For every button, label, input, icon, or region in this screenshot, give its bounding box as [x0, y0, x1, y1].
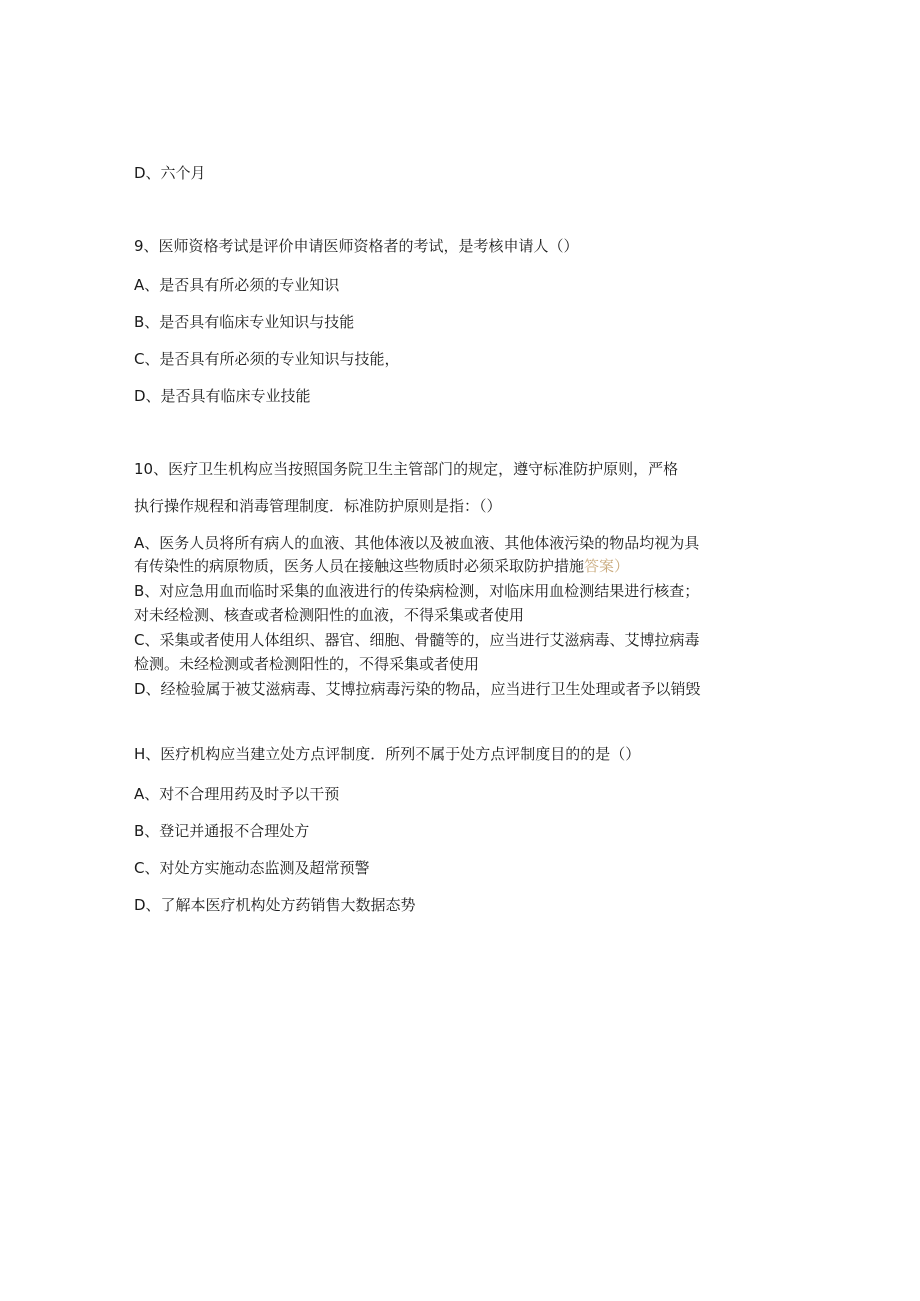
- q10-option-c-line2: 检测。未经检测或者检测阳性的，不得采集或者使用: [134, 655, 480, 673]
- q9-option-a: A、是否具有所必须的专业知识: [134, 276, 340, 294]
- q10-option-b-line2: 对未经检测、核查或者检测阳性的血液，不得采集或者使用: [134, 606, 525, 624]
- q11-option-c: C、对处方实施动态监测及超常预警: [134, 859, 370, 877]
- q9-option-b: B、是否具有临床专业知识与技能: [134, 313, 355, 331]
- q10-question-line2: 执行操作规程和消毒管理制度．标准防护原则是指：（）: [134, 497, 502, 515]
- q10-option-b-line1: B、对应急用血而临时采集的血液进行的传染病检测，对临床用血检测结果进行核查；: [134, 582, 700, 600]
- q10-option-d: D、经检验属于被艾滋病毒、艾博拉病毒污染的物品，应当进行卫生处理或者予以销毁: [134, 680, 701, 698]
- q10-option-a-line1: A、医务人员将所有病人的血液、其他体液以及被血液、其他体液污染的物品均视为具: [134, 534, 700, 552]
- q10-question-line1: 10、医疗卫生机构应当按照国务院卫生主管部门的规定，遵守标准防护原则，严格: [134, 460, 679, 478]
- q11-option-a: A、对不合理用药及时予以干预: [134, 785, 340, 803]
- answer-hint: 答案）: [584, 557, 630, 575]
- q9-option-c: C、是否具有所必须的专业知识与技能，: [134, 350, 400, 368]
- q10-option-a-line2: [134, 556, 629, 576]
- q9-option-d: D、是否具有临床专业技能: [134, 387, 311, 405]
- q8-option-d: D、六个月: [134, 164, 206, 182]
- q11-option-d: D、了解本医疗机构处方药销售大数据态势: [134, 896, 416, 914]
- q11-option-b: B、登记并通报不合理处方: [134, 822, 310, 840]
- q9-question: 9、医师资格考试是评价申请医师资格者的考试，是考核申请人（）: [134, 237, 579, 255]
- q10-option-c-line1: C、采集或者使用人体组织、器官、细胞、骨髓等的，应当进行艾滋病毒、艾博拉病毒: [134, 631, 700, 649]
- q10-option-a-text: 有传染性的病原物质，医务人员在接触这些物质时必须采取防护措施: [134, 557, 585, 575]
- q11-question: H、医疗机构应当建立处方点评制度．所列不属于处方点评制度目的的是（）: [134, 745, 641, 763]
